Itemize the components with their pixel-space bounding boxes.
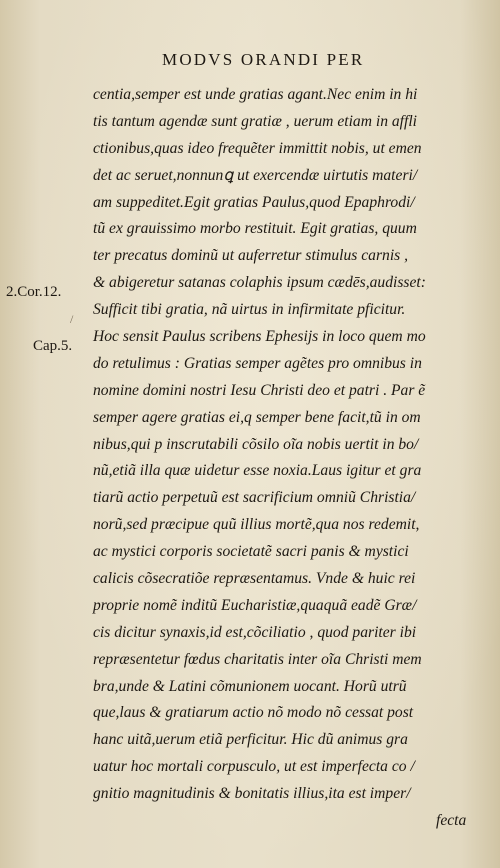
text-line: ter precatus dominũ ut auferretur stimulus carnis , xyxy=(93,247,409,265)
body-text xyxy=(93,82,493,835)
text-line: cis dicitur synaxis,id est,cõciliatio , quod pariter ibi xyxy=(93,623,417,641)
text-line: nibus,qui p inscrutabili cõsilo oĩa nobis uertit in bo/ xyxy=(93,435,419,453)
text-line: & abigeretur satanas colaphis ipsum cædēs,audisset: xyxy=(93,274,426,292)
text-line: nũ,etiã illa quæ uidetur esse noxia.Laus igitur et gra xyxy=(93,462,422,480)
text-line: Sufficit tibi gratia, nã uirtus in infirmitate pficitur. xyxy=(93,301,406,319)
margin-mark: / xyxy=(70,312,74,326)
text-line-catchword: fecta xyxy=(436,812,467,830)
text-line: ac mystici corporis societatẽ sacri panis & mystici xyxy=(93,543,409,561)
text-line: calicis cõsecratiõe repræsentamus. Vnde & huic rei xyxy=(93,570,416,588)
text-line: centia,semper est unde gratias agant.Nec enim in hi xyxy=(93,86,418,103)
text-line: tiarũ actio perpetuũ est sacrificium omniũ Christia/ xyxy=(93,489,416,507)
text-line: norũ,sed præcipue quũ illius mortẽ,qua nos redemit, xyxy=(93,516,420,534)
text-line: hanc uitã,uerum etiã perficitur. Hic dũ animus gra xyxy=(93,731,408,749)
text-line: uatur hoc mortali corpusculo, ut est imperfecta co / xyxy=(93,758,415,776)
text-line: ctionibus,quas ideo frequẽter immittit nobis, ut emen xyxy=(93,139,422,157)
text-line: nomine domini nostri Iesu Christi deo et patri . Par ẽ xyxy=(93,381,426,399)
text-line: det ac seruet,nonnunꝗ ut exercendæ uirtutis materi/ xyxy=(93,166,418,184)
text-line: semper agere gratias ei,q semper bene facit,tũ in om xyxy=(93,408,421,426)
text-line: tis tantum agendæ sunt gratiæ , uerum etiam in affli xyxy=(93,112,418,130)
text-line: do retulimus : Gratias semper agẽtes pro omnibus in xyxy=(93,354,422,372)
margin-note-corinthians: 2.Cor.12. xyxy=(6,284,62,300)
text-line: proprie nomẽ inditũ Eucharistiæ,quaquã eadẽ Græ/ xyxy=(93,596,417,614)
running-header: MODVS ORANDI PER xyxy=(162,50,365,69)
text-line: gnitio magnitudinis & bonitatis illius,ita est imper/ xyxy=(93,785,411,803)
text-line: Hoc sensit Paulus scribens Ephesijs in loco quem mo xyxy=(93,328,426,346)
margin-note-chapter: Cap.5. xyxy=(33,338,73,354)
text-line: am suppeditet.Egit gratias Paulus,quod Epaphrodi/ xyxy=(93,193,415,211)
text-line: bra,unde & Latini cõmunionem uocant. Horũ utrũ xyxy=(93,677,407,695)
text-line: repræsentetur fœdus charitatis inter oĩa Christi mem xyxy=(93,650,422,668)
text-line: tũ ex grauissimo morbo restituit. Egit gratias, quum xyxy=(93,220,417,238)
text-line: que,laus & gratiarum actio nõ modo nõ cessat post xyxy=(93,704,414,722)
